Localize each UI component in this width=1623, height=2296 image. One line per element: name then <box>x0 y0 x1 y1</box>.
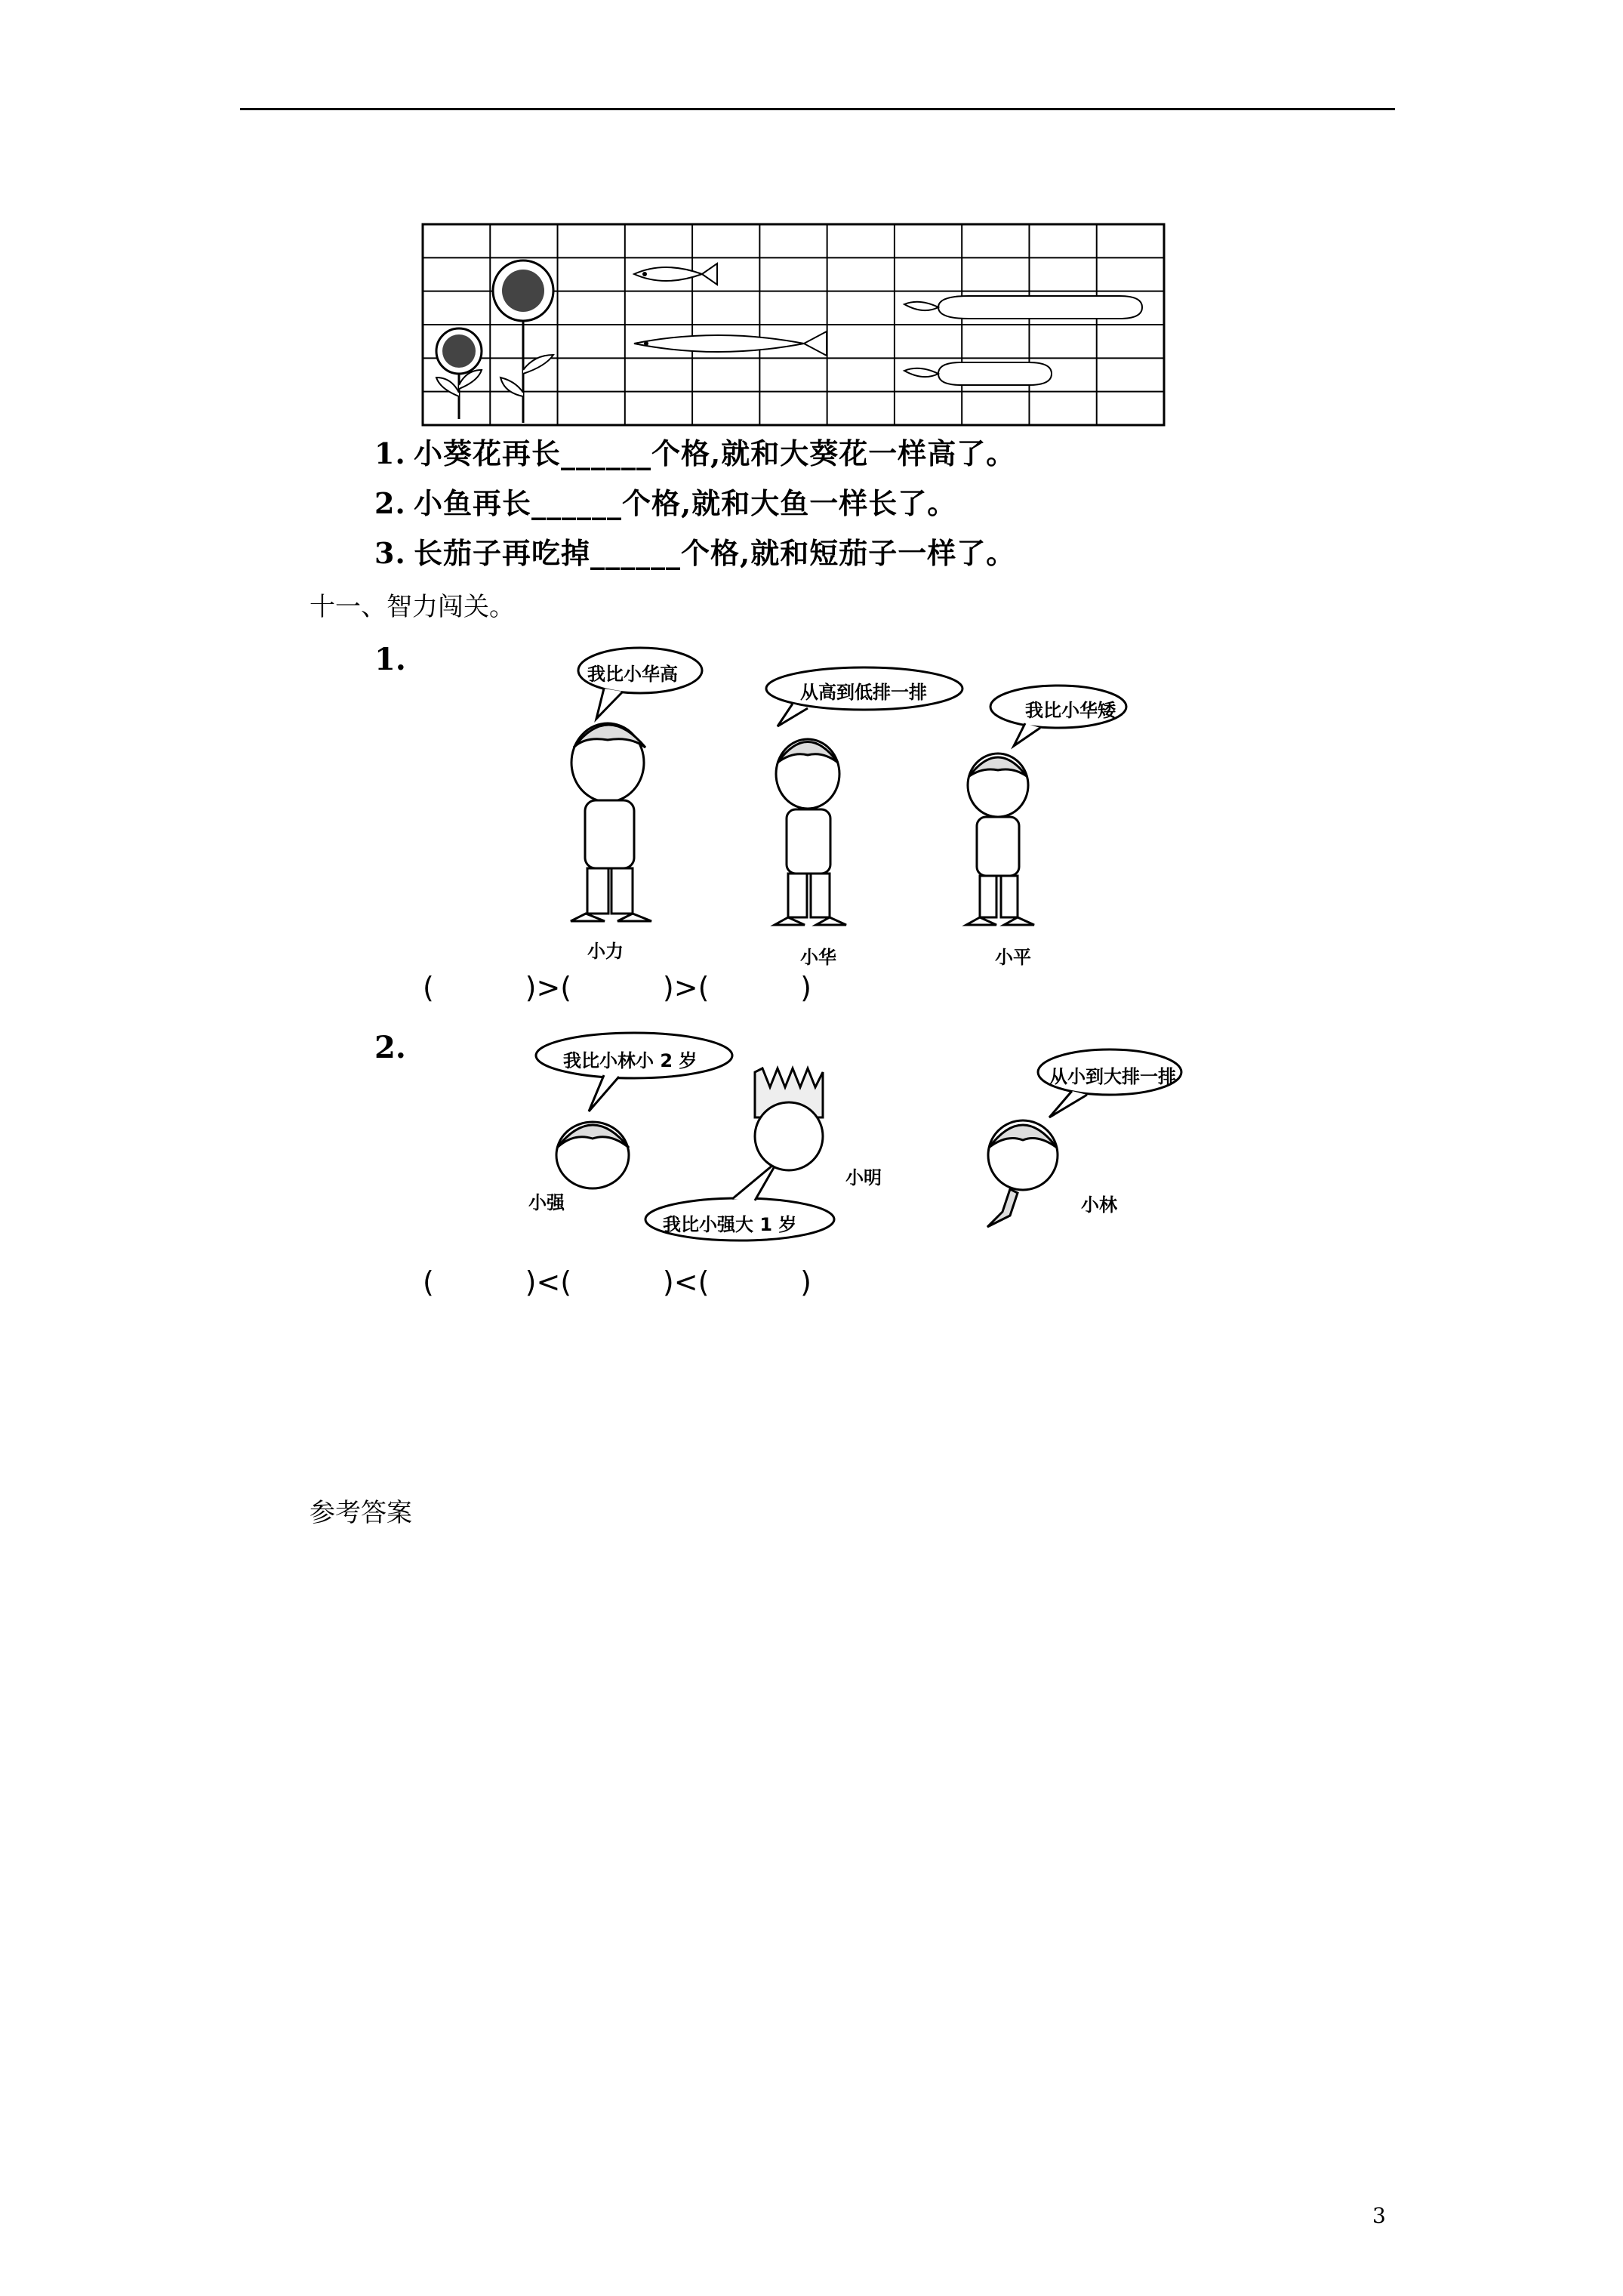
reference-answers-heading: 参考答案 <box>310 1498 412 1528</box>
bubble-text: 我比小华高 <box>587 664 678 685</box>
question-number: 3. <box>374 536 406 570</box>
grid-figure <box>421 223 1166 427</box>
problem-2-number: 2. <box>374 1030 406 1065</box>
girl-xiaolin-icon <box>987 1120 1058 1227</box>
boy-xiaoli-icon <box>571 723 651 921</box>
bubble-text: 我比小林小 2 岁 <box>563 1050 698 1071</box>
name-label: 小平 <box>995 947 1031 968</box>
question-number: 2. <box>374 486 406 520</box>
question-1 <box>374 430 1015 472</box>
boy-xiaoming-icon <box>755 1068 823 1170</box>
big-sunflower-icon <box>493 260 553 423</box>
question-number: 1. <box>374 436 406 470</box>
name-label: 小林 <box>1081 1194 1117 1216</box>
question-text: 长茄子再吃掉______个格,就和短茄子一样了。 <box>414 536 1016 570</box>
small-fish-icon <box>634 264 717 285</box>
small-sunflower-icon <box>436 328 482 419</box>
girl-xiaoping-icon <box>966 754 1034 925</box>
bubble-text: 从高到低排一排 <box>800 682 927 703</box>
answer-row-1: ( )>( )>( ) <box>423 971 812 1004</box>
problem-1-number: 1. <box>374 642 406 677</box>
section-11-title: 十一、智力闯关。 <box>310 592 515 622</box>
question-text: 小葵花再长______个格,就和大葵花一样高了。 <box>414 436 1016 470</box>
name-label: 小明 <box>845 1167 882 1188</box>
speech-bubble-4 <box>536 1033 732 1111</box>
bubble-text: 我比小华矮 <box>1025 700 1116 721</box>
bubble-text: 从小到大排一排 <box>1049 1066 1176 1087</box>
big-fish-icon <box>634 331 827 356</box>
short-eggplant-icon <box>904 362 1052 385</box>
name-label: 小华 <box>800 947 836 968</box>
boy-xiaohua-icon <box>775 739 846 925</box>
long-eggplant-icon <box>904 296 1142 319</box>
question-2 <box>374 480 956 522</box>
header-rule <box>240 108 1395 110</box>
answer-row-2: ( )<( )<( ) <box>423 1265 812 1299</box>
question-text: 小鱼再长______个格,就和大鱼一样长了。 <box>414 486 957 520</box>
name-label: 小强 <box>528 1192 565 1213</box>
name-label: 小力 <box>587 941 624 962</box>
question-3 <box>374 530 1015 572</box>
page-number: 3 <box>1372 2203 1386 2228</box>
boy-xiaoqiang-icon <box>556 1122 629 1188</box>
bubble-text: 我比小强大 1 岁 <box>663 1214 797 1235</box>
